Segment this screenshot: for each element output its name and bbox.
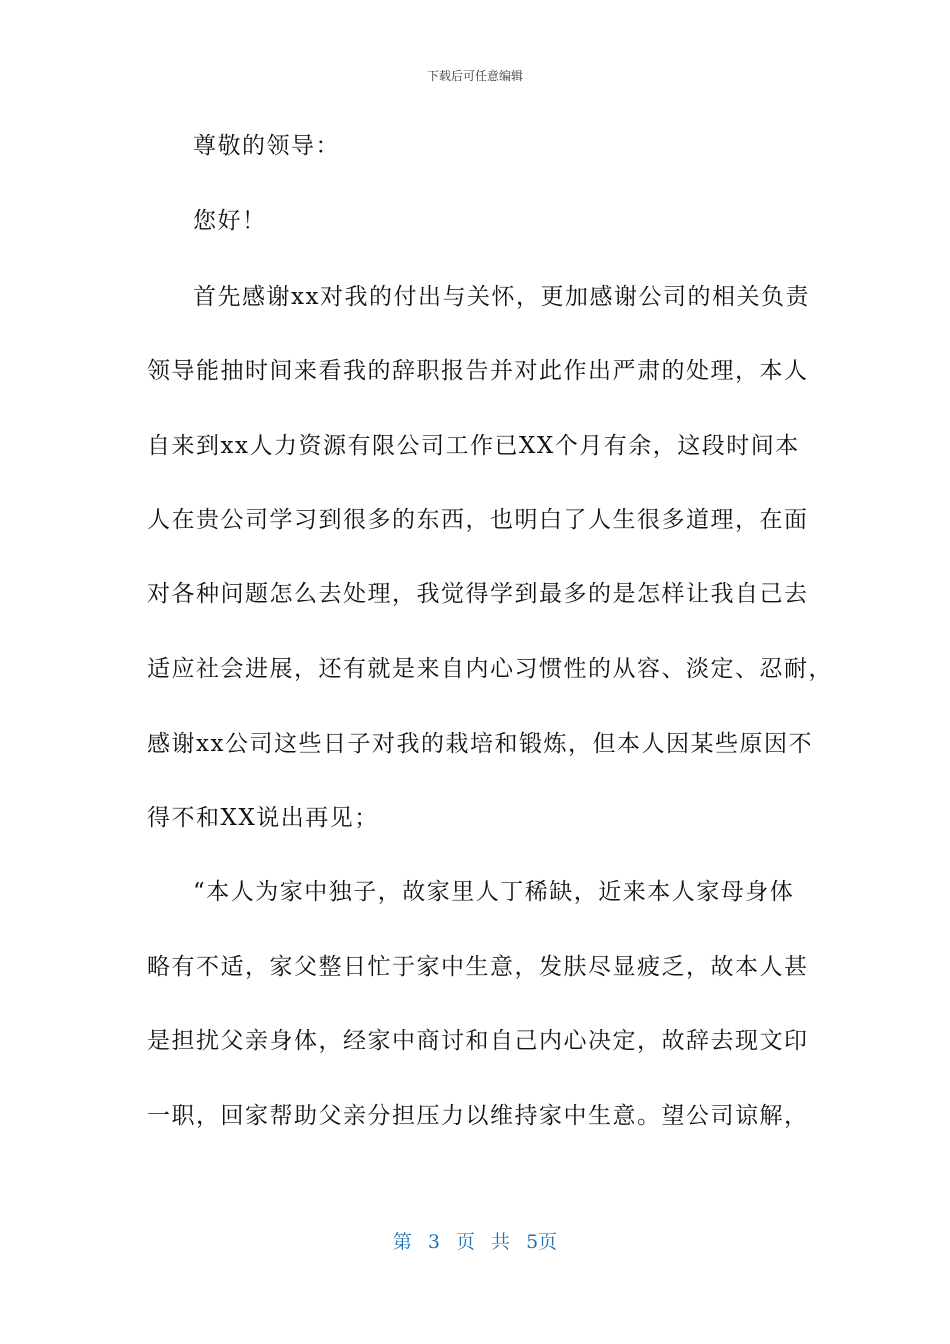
paragraph-line: 感谢xx公司这些日子对我的栽培和锻炼，但本人因某些原因不 [147,731,813,757]
salutation: 尊敬的领导： [193,133,340,159]
paragraph-line: 是担扰父亲身体，经家中商讨和自己内心决定，故辞去现文印 [147,1028,809,1054]
paragraph-line: 人在贵公司学习到很多的东西，也明白了人生很多道理，在面 [147,507,809,533]
greeting: 您好！ [193,208,267,234]
paragraph-line: 对各种问题怎么去处理，我觉得学到最多的是怎样让我自己去 [147,581,809,607]
paragraph-line: “本人为家中独子，故家里人丁稀缺，近来本人家母身体 [193,879,795,905]
paragraph-line: 适应社会进展，还有就是来自内心习惯性的从容、淡定、忍耐， [147,656,833,682]
header-note: 下载后可任意编辑 [426,69,523,83]
paragraph-line: 一职，回家帮助父亲分担压力以维持家中生意。望公司谅解， [147,1103,809,1129]
paragraph-line: 得不和XX说出再见； [147,805,379,831]
paragraph-line: 自来到xx人力资源有限公司工作已XX个月有余，这段时间本 [147,433,800,459]
paragraph-line: 首先感谢xx对我的付出与关怀，更加感谢公司的相关负责 [193,284,810,310]
paragraph-line: 略有不适，家父整日忙于家中生意，发肤尽显疲乏，故本人甚 [147,954,809,980]
paragraph-line: 领导能抽时间来看我的辞职报告并对此作出严肃的处理，本人 [147,358,809,384]
page-indicator: 第 3 页 共 5页 [392,1231,558,1253]
